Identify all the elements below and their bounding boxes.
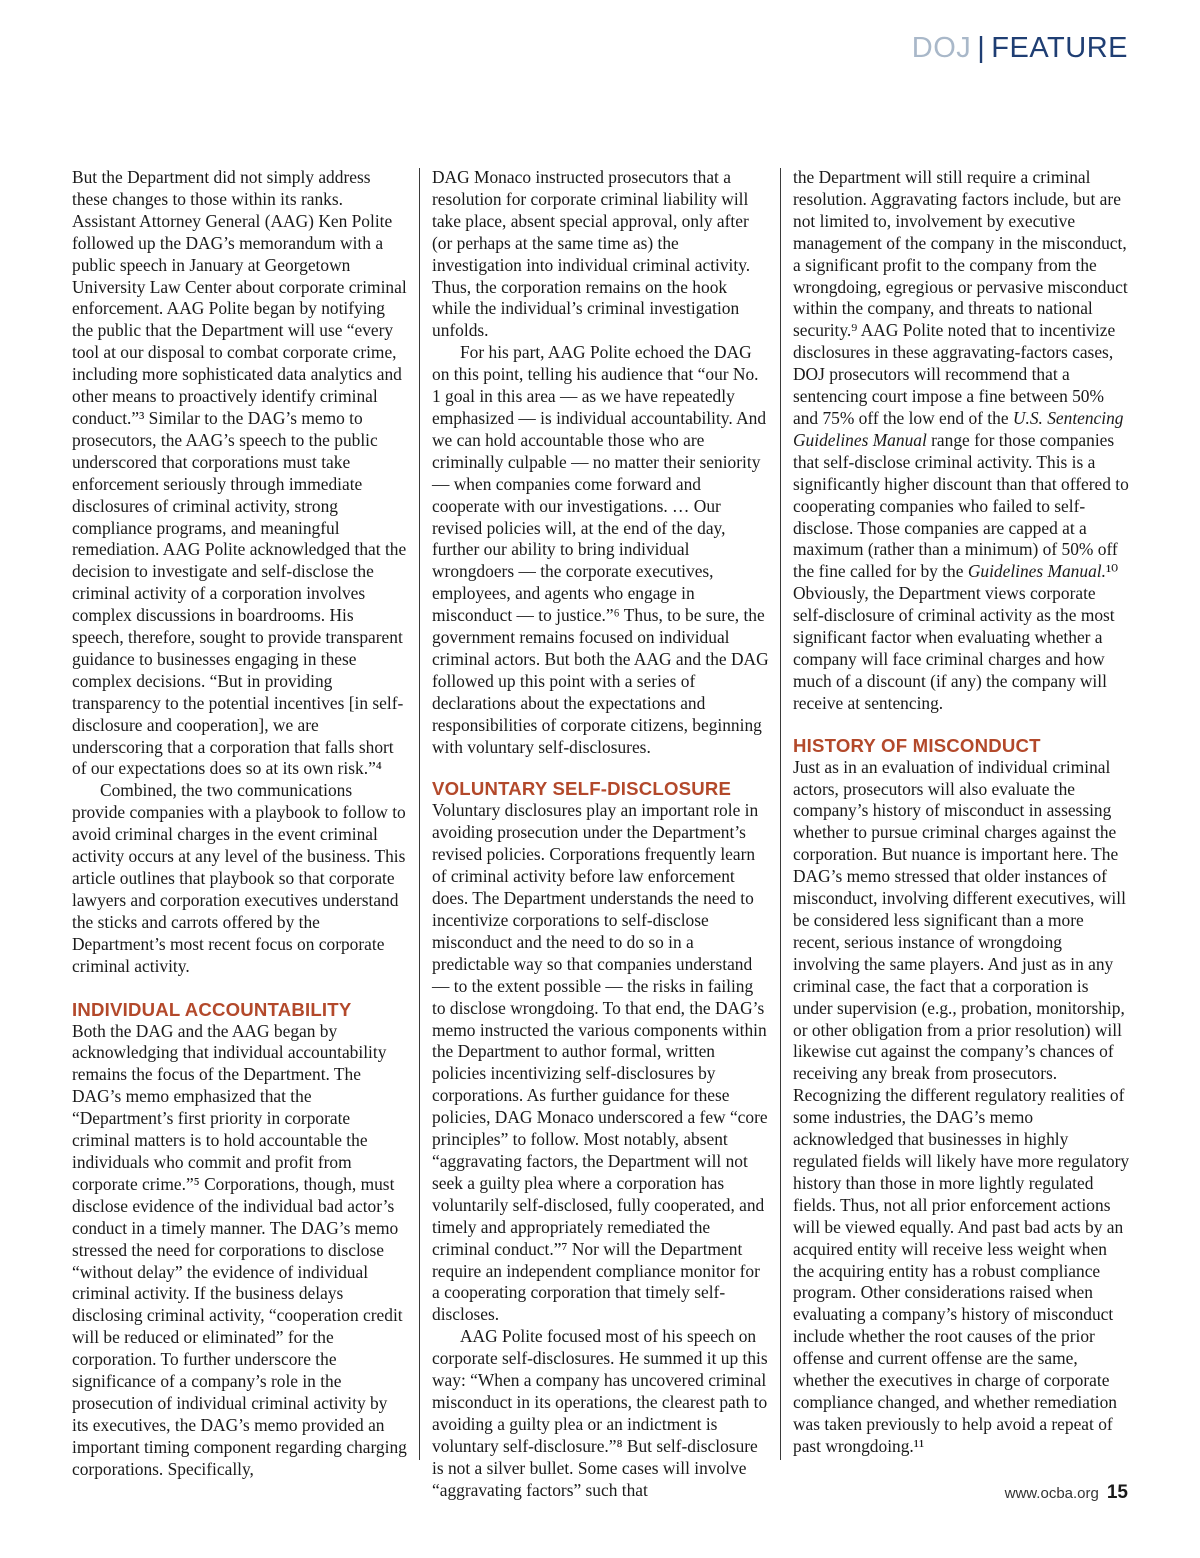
article-column-3: [793, 167, 1130, 1458]
subheading-history-of-misconduct: HISTORY OF MISCONDUCT: [793, 734, 1041, 756]
paragraph: Just as in an evaluation of individual criminal actors, prosecutors will also evaluate the company’s history of misconduct in assessing whether to pursue criminal charges against the corporation. But nuance is important here. The DAG’s memo stressed that older instances of misconduct, involving different executives, will be considered less significant than a more recent, serious instance of wrongdoing involving the same players. And just as in any criminal case, the fact that a corporation is under supervision (e.g., probation, monitorship, or other obligation from a prior resolution) will likewise cut against the company’s chances of receiving any break from prosecutors. Recognizing the different regulatory realities of some industries, the DAG’s memo acknowledged that businesses in highly regulated fields will likely have more regulatory history than those in more lightly regulated fields. Thus, not all prior enforcement actions will be viewed equally. And past bad acts by an acquired entity will receive less weight when the acquiring entity has a robust compliance program. Other considerations raised when evaluating a company’s history of misconduct include whether the root causes of the prior offense and current offense are the same, whether the executives in charge of corporate compliance changed, and whether remediation was taken previously to help avoid a repeat of past wrongdoing.¹¹: [793, 756, 1130, 1456]
citation-title: Guidelines Manual.: [967, 561, 1106, 582]
subheading-individual-accountability: INDIVIDUAL ACCOUNTABILITY: [72, 998, 352, 1020]
paragraph-text: range for those companies that self-disclose criminal activity. This is a significantly higher discount than that offered to cooperating companies who failed to self-disclose. Those companies are capped at a maximum (rather than a minimum) of 50% off the fine called for by the: [793, 429, 1129, 582]
column-divider-right: [780, 168, 781, 1460]
paragraph: For his part, AAG Polite echoed the DAG on this point, telling his audience that “our No. 1 goal in this area — as we have repeatedly emphasized — is individual accountability. And we can hold accountable those who are criminally culpable — no matter their seniority — when companies come forward and cooperate with our investigations. … Our revised policies will, at the end of the day, further our ability to bring individual wrongdoers — the corporate executives, employees, and agents who engage in misconduct — to justice.”⁶ Thus, to be sure, the government remains focused on individual criminal actors. But both the AAG and the DAG followed up this point with a series of declarations about the expectations and responsibilities of corporate citizens, beginning with voluntary self-disclosures.: [432, 342, 769, 757]
article-column-1: [72, 167, 407, 1481]
paragraph: Both the DAG and the AAG began by acknowledging that individual accountability remains the focus of the Department. The DAG’s memo emphasized that the “Department’s first priority in corporate criminal matters is to hold accountable the individuals who commit and profit from corporate crime.”⁵ Corporations, though, must disclose evidence of the individual bad actor’s conduct in a timely manner. The DAG’s memo stressed the need for corporations to disclose “without delay” the evidence of individual criminal activity. If the business delays disclosing criminal activity, “cooperation credit will be reduced or eliminated” for the corporation. To further underscore the significance of a company’s role in the prosecution of individual criminal activity by its executives, the DAG’s memo provided an important timing component regarding charging corporations. Specifically,: [72, 1020, 407, 1479]
header-separator: |: [977, 32, 986, 64]
page-number: 15: [1106, 1482, 1128, 1503]
section-title: FEATURE: [991, 32, 1128, 64]
section-label: DOJ: [911, 32, 972, 64]
column-divider-left: [419, 168, 420, 1460]
paragraph: Combined, the two communications provide companies with a playbook to follow to avoid criminal charges in the event criminal activity occurs at any level of the business. This article outlines that playbook so that corporate lawyers and corporation executives understand the sticks and carrots offered by the Department’s most recent focus on corporate criminal activity.: [72, 780, 406, 976]
paragraph: But the Department did not simply address these changes to those within its ranks. Assistant Attorney General (AAG) Ken Polite followed up the DAG’s memorandum with a public speech in January at Georgetown University Law Center about corporate criminal enforcement. AAG Polite began by notifying the public that the Department will use “every tool at our disposal to combat corporate crime, including more sophisticated data analytics and other means to proactively identify criminal conduct.”³ Similar to the DAG’s memo to prosecutors, the AAG’s speech to the public underscored that corporations must take enforcement seriously through immediate disclosures of criminal activity, strong compliance programs, and meaningful remediation. AAG Polite acknowledged that the decision to investigate and self-disclose the criminal activity of a corporation involves complex discussions in boardrooms. His speech, therefore, sought to provide transparent guidance to businesses engaging in these complex decisions. “But in providing transparency to the potential incentives [in self-disclosure and cooperation], we are underscoring that a corporation that falls short of our expectations does so at its own risk.”⁴: [72, 167, 407, 779]
paragraph: DAG Monaco instructed prosecutors that a resolution for corporate criminal liability will take place, absent special approval, only after (or perhaps at the same time as) the investigation into individual criminal activity. Thus, the corporation remains on the hook while the individual’s criminal investigation unfolds.: [432, 167, 751, 341]
citation-title: U.S. Sentencing Guidelines Manual: [793, 407, 1124, 450]
paragraph-text: the Department will still require a criminal resolution. Aggravating factors include, but are not limited to, involvement by executive management of the company in the misconduct, a significant profit to the company from the wrongdoing, egregious or pervasive misconduct within the company, and threats to national security.⁹ AAG Polite noted that to incentivize disclosures in these aggravating-factors cases, DOJ prosecutors will recommend that a sentencing court impose a fine between 50% and 75% off the low end of the: [793, 167, 1128, 428]
footer-url: www.ocba.org: [1004, 1485, 1099, 1502]
paragraph: AAG Polite focused most of his speech on corporate self-disclosures. He summed it up this way: “When a company has uncovered criminal misconduct in its operations, the clearest path to avoiding a guilty plea or an indictment is voluntary self-disclosure.”⁸ But self-disclosure is not a silver bullet. Some cases will involve “aggravating factors” such that: [432, 1326, 768, 1500]
paragraph: Voluntary disclosures play an important role in avoiding prosecution under the Department’s revised policies. Corporations frequently learn of criminal activity before law enforcement does. The Department understands the need to incentivize corporations to self-disclose misconduct and the need to do so in a predictable way so that companies understand — to the extent possible — the risks in failing to disclose wrongdoing. To that end, the DAG’s memo instructed the various components within the Department to author formal, written policies incentivizing self-disclosures by corporations. As further guidance for these policies, DAG Monaco underscored a few “core principles” to follow. Most notably, absent “aggravating factors, the Department will not seek a guilty plea where a corporation has voluntarily self-disclosed, fully cooperated, and timely and appropriately remediated the criminal conduct.”⁷ Nor will the Department require an independent compliance monitor for a cooperating corporation that timely self-discloses.: [432, 800, 768, 1325]
paragraph-text: ¹⁰ Obviously, the Department views corporate self-disclosure of criminal activity as the most significant factor when evaluating whether a company will face criminal charges and how much of a discount (if any) the company will receive at sentencing.: [793, 561, 1119, 713]
page-footer: [1005, 1482, 1128, 1504]
article-column-2: [432, 167, 769, 1501]
subheading-voluntary-self-disclosure: VOLUNTARY SELF-DISCLOSURE: [432, 778, 732, 800]
section-header: [912, 34, 1128, 63]
paragraph: [793, 167, 1130, 715]
